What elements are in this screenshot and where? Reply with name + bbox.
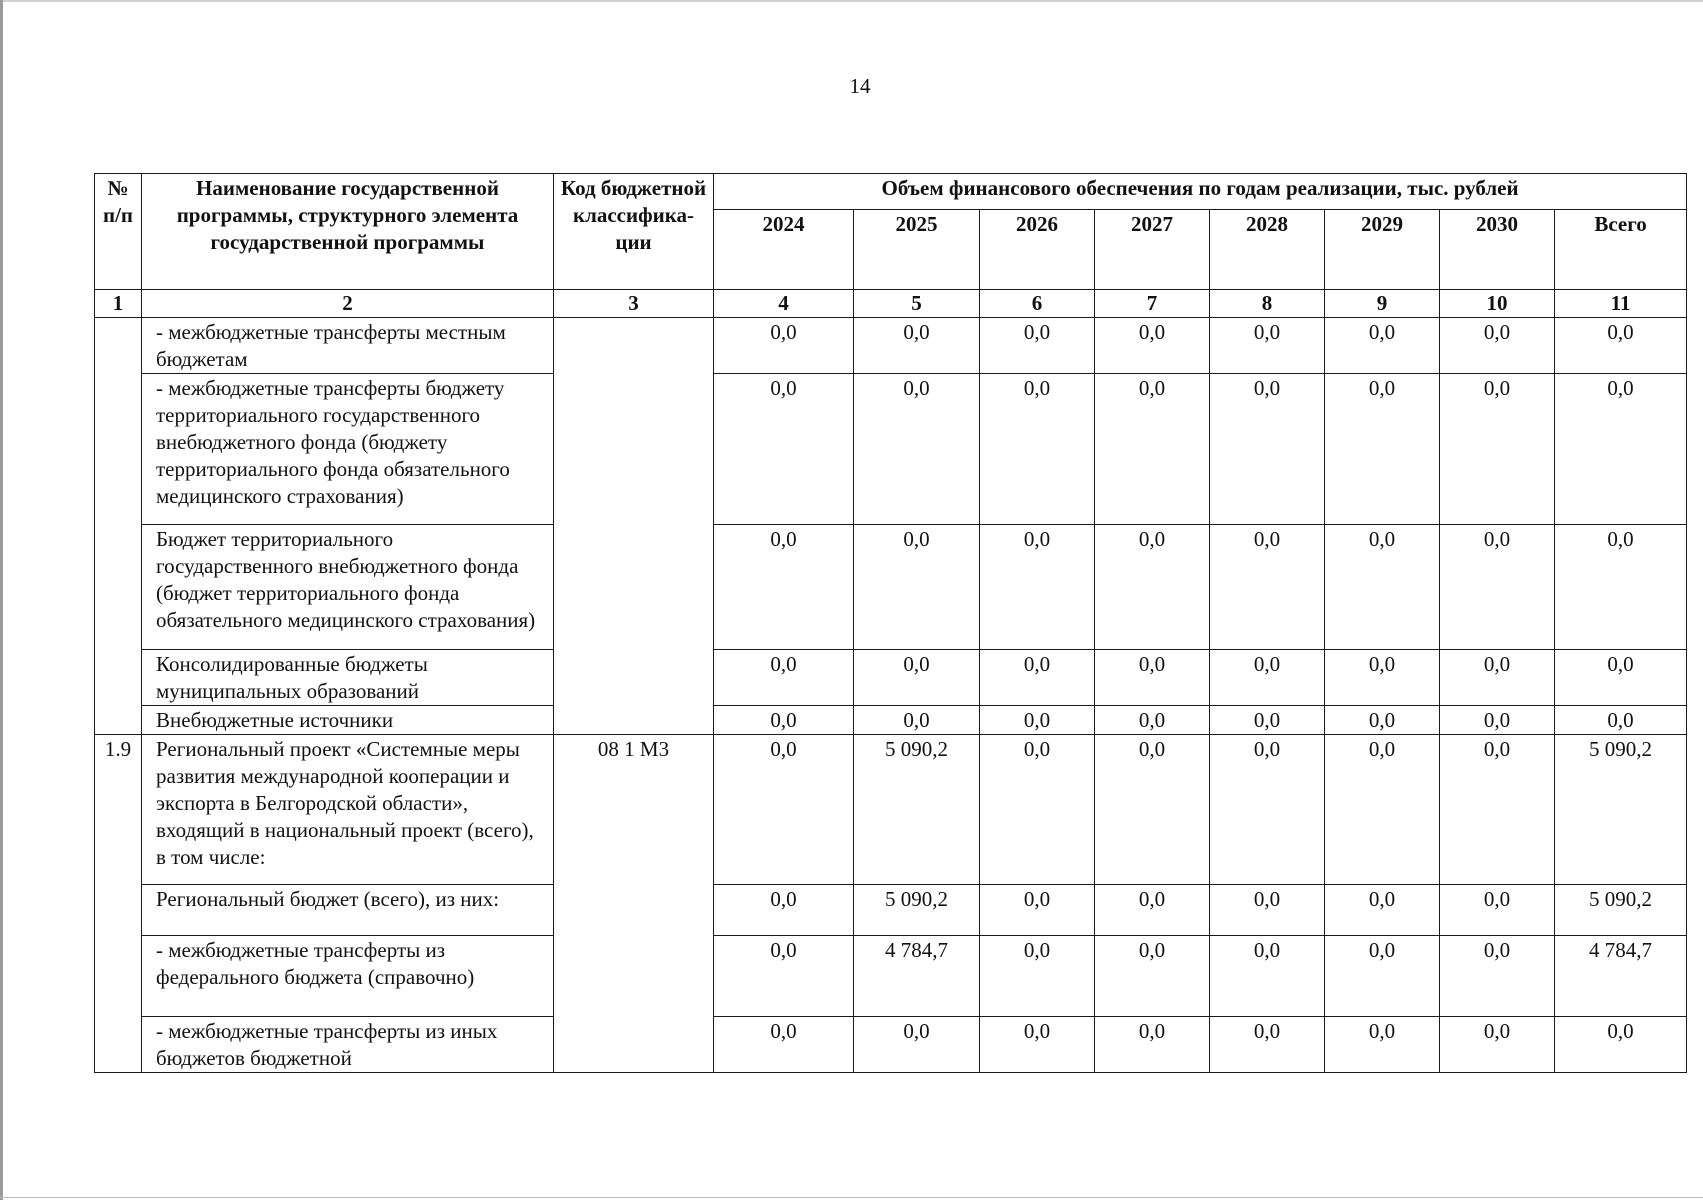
year-value: 0,0 [1440,936,1555,1017]
header-year: 2030 [1440,210,1555,290]
table-row [95,885,1687,936]
year-value: 0,0 [1325,936,1440,1017]
year-value: 0,0 [1210,318,1325,374]
header-volume: Объем финансового обеспечения по годам реализации, тыс. рублей [714,174,1687,210]
year-value: 0,0 [1325,525,1440,650]
total-value: 0,0 [1555,525,1687,650]
year-value: 0,0 [980,525,1095,650]
column-number: 4 [714,290,854,318]
column-number: 7 [1095,290,1210,318]
total-value: 0,0 [1555,706,1687,735]
header-code: Код бюджетной классифика-ции [554,174,714,290]
table-row [95,735,1687,885]
year-value: 0,0 [980,318,1095,374]
year-value: 0,0 [980,1017,1095,1073]
year-value: 0,0 [714,318,854,374]
total-value: 0,0 [1555,1017,1687,1073]
column-number: 11 [1555,290,1687,318]
year-value: 0,0 [854,706,980,735]
table-row [95,650,1687,706]
column-number: 8 [1210,290,1325,318]
header-year: 2025 [854,210,980,290]
header-year: 2029 [1325,210,1440,290]
year-value: 0,0 [980,706,1095,735]
scan-edge-left [0,0,3,1200]
year-value: 0,0 [1095,525,1210,650]
header-total: Всего [1555,210,1687,290]
header-year: 2026 [980,210,1095,290]
year-value: 0,0 [714,374,854,525]
year-value: 0,0 [854,650,980,706]
year-value: 0,0 [1095,885,1210,936]
budget-code: 08 1 М3 [554,735,714,1073]
column-number: 1 [95,290,142,318]
year-value: 0,0 [1210,374,1325,525]
row-index [95,318,142,735]
year-value: 0,0 [1440,374,1555,525]
year-value: 0,0 [980,735,1095,885]
year-value: 0,0 [1210,706,1325,735]
column-number: 6 [980,290,1095,318]
year-value: 5 090,2 [854,735,980,885]
year-value: 0,0 [980,936,1095,1017]
year-value: 0,0 [714,885,854,936]
year-value: 0,0 [1210,885,1325,936]
total-value: 0,0 [1555,650,1687,706]
total-value: 4 784,7 [1555,936,1687,1017]
scan-edge-top [0,0,1703,2]
year-value: 0,0 [1325,650,1440,706]
row-index: 1.9 [95,735,142,1073]
year-value: 0,0 [1210,735,1325,885]
total-value: 0,0 [1555,318,1687,374]
column-number: 2 [142,290,554,318]
year-value: 0,0 [1325,706,1440,735]
year-value: 0,0 [1095,374,1210,525]
year-value: 4 784,7 [854,936,980,1017]
budget-code [554,318,714,735]
year-value: 0,0 [1440,318,1555,374]
year-value: 0,0 [714,525,854,650]
header-number: № п/п [95,174,142,290]
table-body [95,318,1687,1073]
table-row [95,374,1687,525]
row-name: - межбюджетные трансферты местным бюджетам [142,318,554,374]
header-name: Наименование государственной программы, структурного элемента государственной программы [142,174,554,290]
year-value: 0,0 [1210,936,1325,1017]
row-name: Бюджет территориального государственного внебюджетного фонда (бюджет территориального фонда обязательного медицинского страхования) [142,525,554,650]
year-value: 0,0 [1440,1017,1555,1073]
column-number: 5 [854,290,980,318]
row-name: Региональный проект «Системные меры развития международной кооперации и экспорта в Белгородской области», входящий в национальный проект (всего), в том числе: [142,735,554,885]
year-value: 0,0 [854,374,980,525]
year-value: 0,0 [714,1017,854,1073]
year-value: 0,0 [1440,885,1555,936]
page-number: 14 [849,74,871,98]
year-value: 0,0 [714,735,854,885]
column-number: 9 [1325,290,1440,318]
year-value: 0,0 [854,318,980,374]
year-value: 0,0 [1210,1017,1325,1073]
year-value: 0,0 [1210,650,1325,706]
year-value: 0,0 [1095,735,1210,885]
year-value: 0,0 [1325,885,1440,936]
row-name: - межбюджетные трансферты бюджету территориального государственного внебюджетного фонда (бюджету территориального фонда обязательного медицинского страхования) [142,374,554,525]
header-year: 2028 [1210,210,1325,290]
year-value: 0,0 [1095,1017,1210,1073]
year-value: 0,0 [1440,650,1555,706]
table-row [95,936,1687,1017]
column-number: 3 [554,290,714,318]
budget-table [94,173,1687,1073]
table-row [95,1017,1687,1073]
year-value: 0,0 [1095,650,1210,706]
total-value: 5 090,2 [1555,735,1687,885]
row-name: - межбюджетные трансферты из федерального бюджета (справочно) [142,936,554,1017]
table-row [95,706,1687,735]
row-name: Внебюджетные источники [142,706,554,735]
year-value: 0,0 [1325,1017,1440,1073]
year-value: 0,0 [1325,318,1440,374]
year-value: 0,0 [1095,936,1210,1017]
year-value: 0,0 [980,650,1095,706]
table-row [95,525,1687,650]
year-value: 0,0 [854,525,980,650]
year-value: 0,0 [1440,735,1555,885]
row-name: Региональный бюджет (всего), из них: [142,885,554,936]
year-value: 5 090,2 [854,885,980,936]
total-value: 5 090,2 [1555,885,1687,936]
year-value: 0,0 [854,1017,980,1073]
year-value: 0,0 [714,706,854,735]
row-name: Консолидированные бюджеты муниципальных образований [142,650,554,706]
year-value: 0,0 [714,936,854,1017]
header-row [95,174,1687,210]
year-value: 0,0 [980,374,1095,525]
year-value: 0,0 [1210,525,1325,650]
year-value: 0,0 [1325,735,1440,885]
year-value: 0,0 [1325,374,1440,525]
year-value: 0,0 [714,650,854,706]
table-row [95,318,1687,374]
year-value: 0,0 [1440,706,1555,735]
year-value: 0,0 [980,885,1095,936]
total-value: 0,0 [1555,374,1687,525]
header-year: 2027 [1095,210,1210,290]
year-value: 0,0 [1095,706,1210,735]
header-year: 2024 [714,210,854,290]
scan-edge-bottom [0,1197,1703,1198]
year-value: 0,0 [1440,525,1555,650]
row-name: - межбюджетные трансферты из иных бюджетов бюджетной [142,1017,554,1073]
year-value: 0,0 [1095,318,1210,374]
column-numbers-row [95,290,1687,318]
column-number: 10 [1440,290,1555,318]
